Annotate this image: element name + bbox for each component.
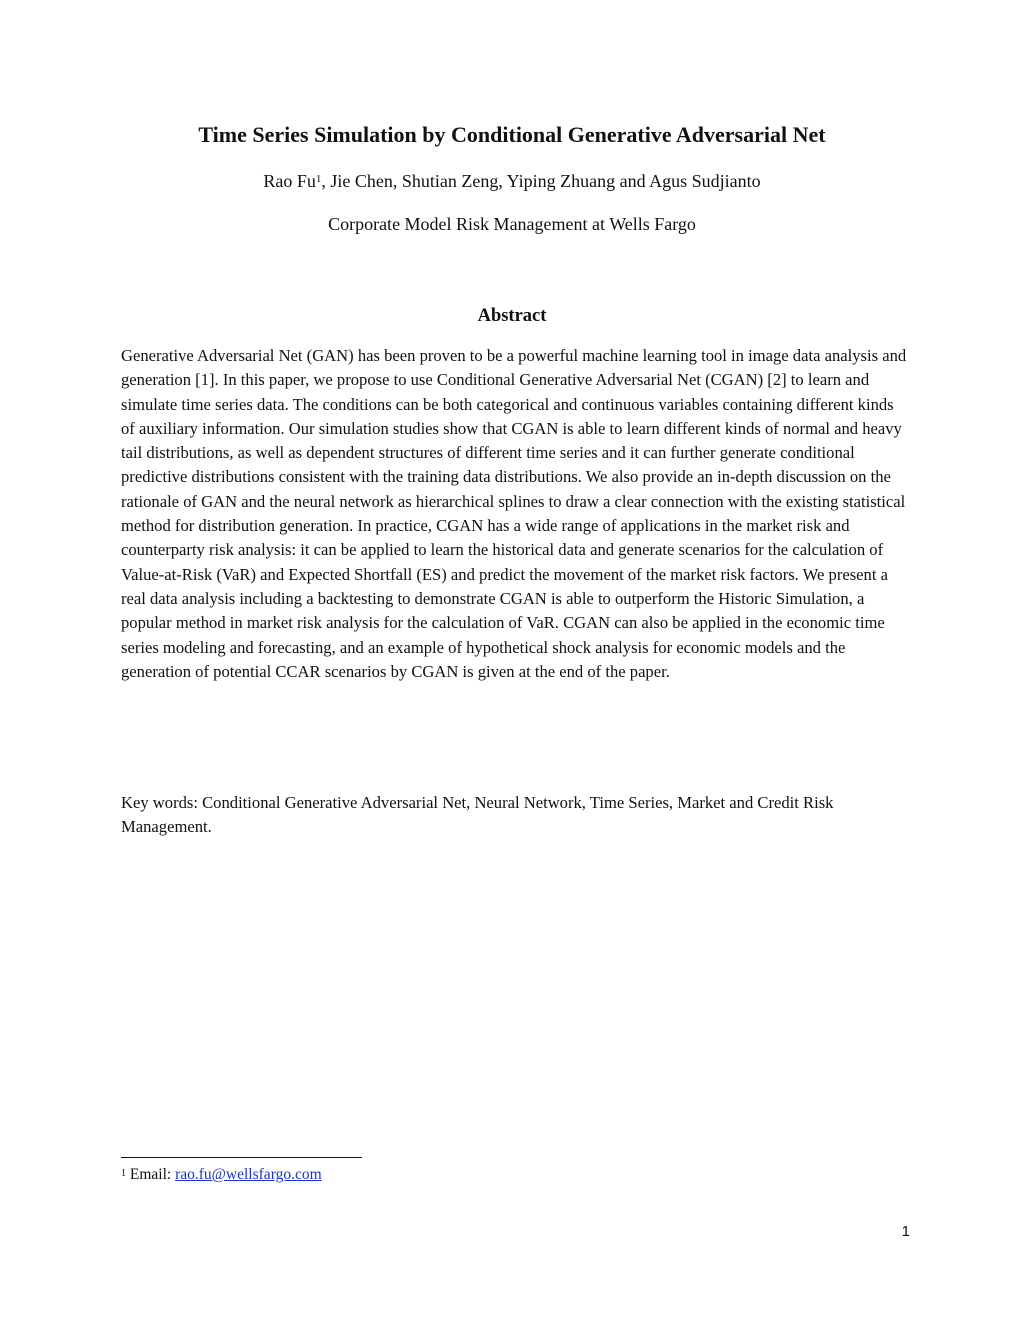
paper-title: Time Series Simulation by Conditional Generative Adversarial Net: [198, 122, 826, 147]
author-list: [0, 167, 1024, 195]
footnote-label: Email:: [126, 1166, 176, 1183]
abstract-text: Generative Adversarial Net (GAN) has been proven to be a powerful machine learning tool in image data analysis and generation [1]. In this paper, we propose to use Conditional Generative Adversarial Net (CGAN) [2] to learn and simulate time series data. The conditions can be both categorical and continuous variables containing different kinds of auxiliary information. Our simulation studies show that CGAN is able to learn different kinds of normal and heavy tail distributions, as well as dependent structures of different time series and it can further generate conditional predictive distributions consistent with the training data distributions. We also provide an in-depth discussion on the rationale of GAN and the neural network as hierarchical splines to draw a clear connection with the existing statistical method for distribution generation. In practice, CGAN has a wide range of applications in the market risk and counterparty risk analysis: it can be applied to learn the historical data and generate scenarios for the calculation of Value-at-Risk (VaR) and Expected Shortfall (ES) and predict the movement of the market risk factors. We present a real data analysis including a backtesting to demonstrate CGAN is able to outperform the Historic Simulation, a popular method in market risk analysis for the calculation of VaR. CGAN can also be applied in the economic time series modeling and forecasting, and an example of hypothetical shock analysis for economic models and the generation of potential CCAR scenarios by CGAN is given at the end of the paper.: [121, 346, 907, 681]
email-link[interactable]: rao.fu@wellsfargo.com: [175, 1166, 322, 1183]
footnote-mark: 1: [121, 1168, 126, 1179]
page-number: 1: [901, 1223, 910, 1240]
author-footnote-mark: 1: [315, 173, 322, 185]
other-authors: , Jie Chen, Shutian Zeng, Yiping Zhuang and Agus Sudjianto: [321, 171, 761, 191]
keywords: Key words: Conditional Generative Adversarial Net, Neural Network, Time Series, Market and Credit Risk Management.: [121, 793, 834, 837]
footnote-divider: [121, 1157, 362, 1158]
abstract-heading: Abstract: [477, 306, 547, 326]
footnote: [121, 1164, 322, 1186]
affiliation: Corporate Model Risk Management at Wells Fargo: [328, 214, 696, 234]
first-author: Rao Fu: [263, 171, 316, 191]
